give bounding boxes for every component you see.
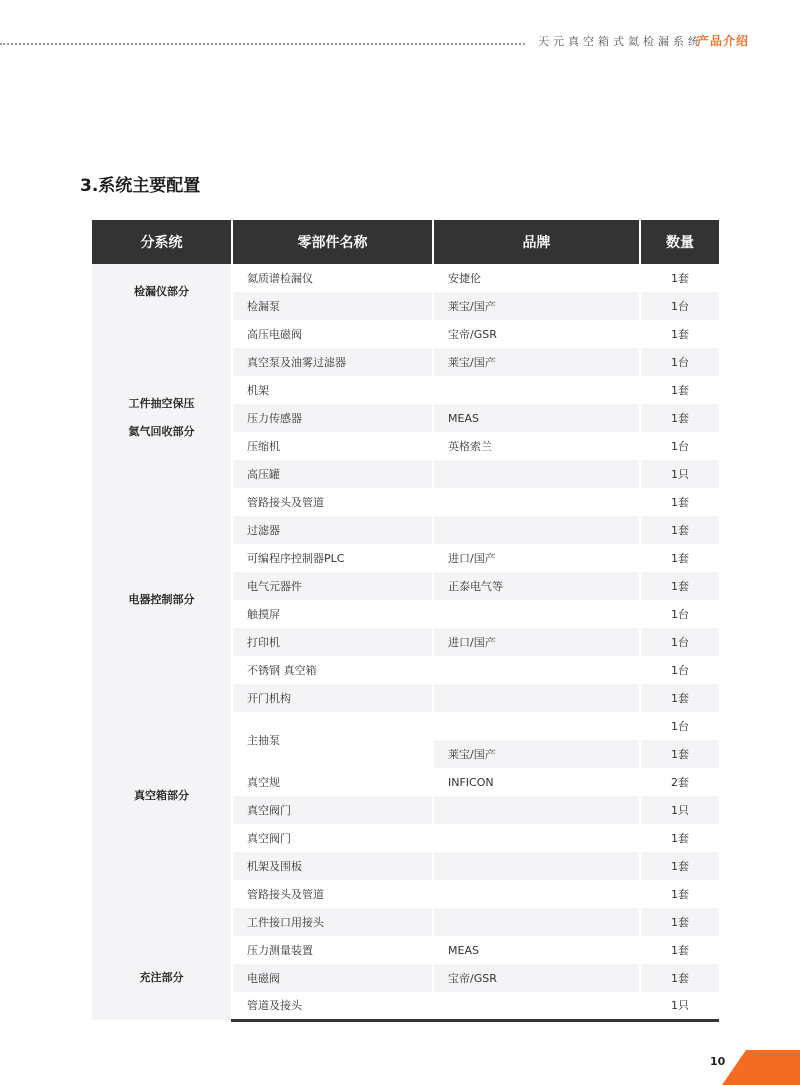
quantity: 1台 — [640, 292, 719, 320]
quantity: 1套 — [640, 404, 719, 432]
brand: 宝帝/GSR — [433, 320, 640, 348]
table-row — [92, 320, 719, 348]
quantity: 1台 — [640, 628, 719, 656]
brand: 莱宝/国产 — [433, 740, 640, 768]
brand — [433, 656, 640, 684]
header-component: 零部件名称 — [232, 220, 433, 264]
group-charging: 充注部分 — [92, 936, 232, 1020]
quantity: 1台 — [640, 600, 719, 628]
component-name: 真空规 — [232, 768, 433, 796]
component-name: 电磁阀 — [232, 964, 433, 992]
brand — [433, 992, 640, 1020]
header-brand: 品牌 — [433, 220, 640, 264]
section-title: 3.系统主要配置 — [80, 176, 201, 196]
component-name: 工件接口用接头 — [232, 908, 433, 936]
quantity: 1套 — [640, 936, 719, 964]
table-row — [92, 516, 719, 544]
quantity: 1台 — [640, 712, 719, 740]
component-name: 可编程序控制器PLC — [232, 544, 433, 572]
component-name: 管路接头及管道 — [232, 880, 433, 908]
brand — [433, 880, 640, 908]
table-row — [92, 264, 719, 292]
group-leak-detector: 检漏仪部分 — [92, 264, 232, 320]
brand: INFICON — [433, 768, 640, 796]
quantity: 1套 — [640, 516, 719, 544]
group-evacuation-helium-recovery: 工件抽空保压 氦气回收部分 — [92, 320, 232, 516]
group-empty — [92, 516, 232, 544]
brand — [433, 460, 640, 488]
brand — [433, 488, 640, 516]
header-subsystem: 分系统 — [92, 220, 232, 264]
quantity: 1台 — [640, 432, 719, 460]
component-name: 高压罐 — [232, 460, 433, 488]
component-name: 检漏泵 — [232, 292, 433, 320]
quantity: 1套 — [640, 880, 719, 908]
quantity: 1只 — [640, 796, 719, 824]
group-vacuum-chamber: 真空箱部分 — [92, 656, 232, 936]
header-quantity: 数量 — [640, 220, 719, 264]
component-name: 机架 — [232, 376, 433, 404]
brand: 正泰电气等 — [433, 572, 640, 600]
brand: 安捷伦 — [433, 264, 640, 292]
quantity: 2套 — [640, 768, 719, 796]
component-name: 压缩机 — [232, 432, 433, 460]
corner-accent-shape — [722, 1050, 800, 1085]
component-name: 管道及接头 — [232, 992, 433, 1020]
brand — [433, 908, 640, 936]
brand — [433, 600, 640, 628]
quantity: 1套 — [640, 488, 719, 516]
page-number: 10 — [710, 1055, 726, 1068]
component-name: 高压电磁阀 — [232, 320, 433, 348]
component-name: 电气元器件 — [232, 572, 433, 600]
table-row — [92, 936, 719, 964]
quantity: 1套 — [640, 740, 719, 768]
quantity: 1只 — [640, 992, 719, 1020]
component-name: 主抽泵 — [232, 712, 433, 768]
brand — [433, 712, 640, 740]
quantity: 1套 — [640, 376, 719, 404]
brand: 进口/国产 — [433, 628, 640, 656]
brand: 英格索兰 — [433, 432, 640, 460]
brand: 莱宝/国产 — [433, 292, 640, 320]
group-electrical-control: 电器控制部分 — [92, 544, 232, 656]
brand: 宝帝/GSR — [433, 964, 640, 992]
quantity: 1套 — [640, 544, 719, 572]
quantity: 1套 — [640, 908, 719, 936]
component-name: 真空泵及油雾过滤器 — [232, 348, 433, 376]
brand: 进口/国产 — [433, 544, 640, 572]
component-name: 氦质谱检漏仪 — [232, 264, 433, 292]
brand — [433, 852, 640, 880]
brand: MEAS — [433, 936, 640, 964]
brand — [433, 824, 640, 852]
component-name: 机架及围板 — [232, 852, 433, 880]
brand — [433, 376, 640, 404]
brand — [433, 796, 640, 824]
component-name: 真空阀门 — [232, 796, 433, 824]
component-name: 压力传感器 — [232, 404, 433, 432]
quantity: 1台 — [640, 656, 719, 684]
component-name: 不锈钢 真空箱 — [232, 656, 433, 684]
header-title: 天元真空箱式氦检漏系统 — [538, 35, 703, 48]
quantity: 1套 — [640, 320, 719, 348]
component-name: 压力测量装置 — [232, 936, 433, 964]
brand: MEAS — [433, 404, 640, 432]
table-header-row — [92, 220, 719, 264]
component-name: 管路接头及管道 — [232, 488, 433, 516]
quantity: 1套 — [640, 572, 719, 600]
component-name: 触摸屏 — [232, 600, 433, 628]
quantity: 1套 — [640, 684, 719, 712]
quantity: 1台 — [640, 348, 719, 376]
component-name: 过滤器 — [232, 516, 433, 544]
brand — [433, 516, 640, 544]
config-table — [92, 220, 719, 1022]
quantity: 1套 — [640, 264, 719, 292]
quantity: 1套 — [640, 824, 719, 852]
component-name: 真空阀门 — [232, 824, 433, 852]
table-row — [92, 656, 719, 684]
quantity: 1只 — [640, 460, 719, 488]
brand: 莱宝/国产 — [433, 348, 640, 376]
quantity: 1套 — [640, 964, 719, 992]
table-row — [92, 544, 719, 572]
brand — [433, 684, 640, 712]
component-name: 打印机 — [232, 628, 433, 656]
header-dotted-rule — [0, 43, 525, 45]
quantity: 1套 — [640, 852, 719, 880]
component-name: 开门机构 — [232, 684, 433, 712]
header-section-label: 产品介绍 — [697, 34, 750, 48]
